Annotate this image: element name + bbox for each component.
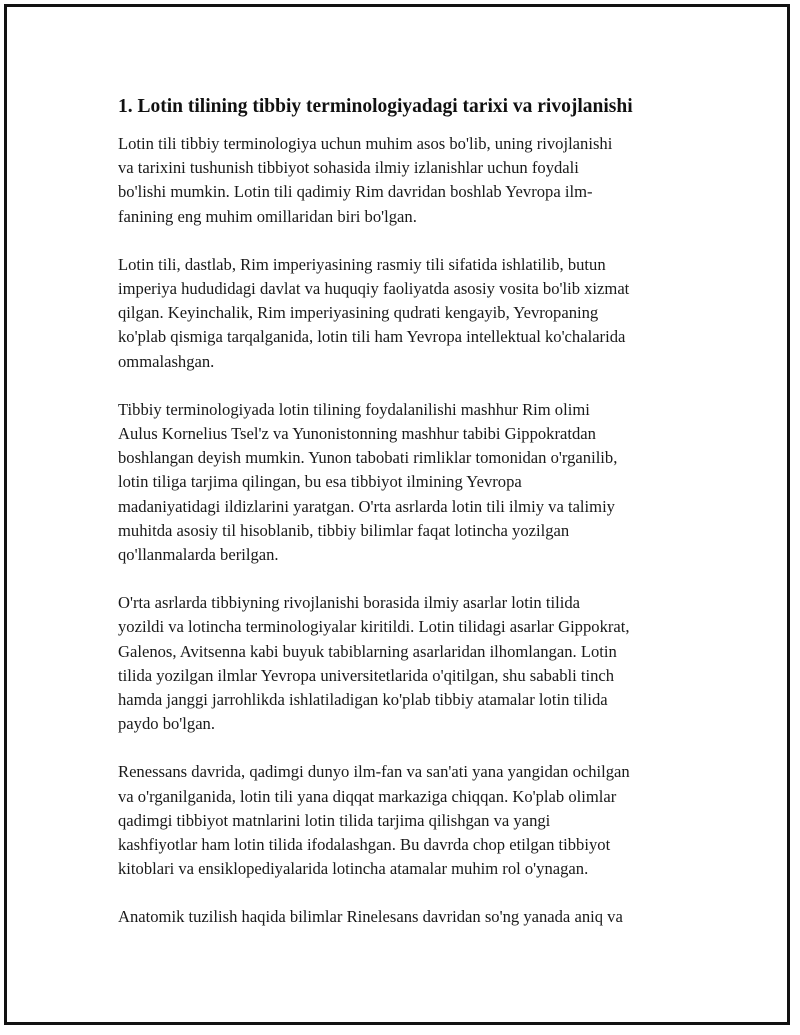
text-line: O'rta asrlarda tibbiyning rivojlanishi borasida ilmiy asarlar lotin tilida [118, 593, 580, 613]
text-line: Galenos, Avitsenna kabi buyuk tabiblarning asarlaridan ilhomlangan. Lotin [118, 641, 617, 661]
text-line: ko'plab qismiga tarqalganida, lotin tili ham Yevropa intellektual ko'chalarida [118, 327, 626, 347]
text-line: Lotin tili tibbiy terminologiya uchun muhim asos bo'lib, uning rivojlanishi [118, 134, 613, 153]
text-line: Lotin tili, dastlab, Rim imperiyasining rasmiy tili sifatida ishlatilib, butun [118, 254, 606, 274]
text-line: boshlangan deyish mumkin. Yunon tabobati rimliklar tomonidan o'rganilib, [118, 448, 618, 468]
text-line: Tibbiy terminologiyada lotin tilining foydalanilishi mashhur Rim olimi [118, 399, 590, 419]
text-line: kashfiyotlar ham lotin tilida ifodalashgan. Bu davrda chop etilgan tibbiyot [118, 835, 611, 855]
text-line: kitoblari va ensiklopediyalarida lotincha atamalar muhim rol o'ynagan. [118, 859, 589, 879]
paragraph-6 [118, 905, 698, 929]
text-line: Aulus Kornelius Tsel'z va Yunonistonning mashhur tabibi Gippokratdan [118, 424, 596, 444]
paragraph-4 [118, 591, 698, 736]
paragraph-3 [118, 398, 698, 567]
text-line: hamda janggi jarrohlikda ishlatiladigan ko'plab tibbiy atamalar lotin tilida [118, 690, 608, 710]
text-line: va o'rganilganida, lotin tili yana diqqat markaziga chiqqan. Ko'plab olimlar [118, 786, 617, 806]
text-line: yozildi va lotincha terminologiyalar kiritildi. Lotin tilidagi asarlar Gippokrat, [118, 617, 630, 637]
text-line: paydo bo'lgan. [118, 714, 216, 734]
text-line: qilgan. Keyinchalik, Rim imperiyasining qudrati kengayib, Yevropaning [118, 303, 599, 323]
text-line: Renessans davrida, qadimgi dunyo ilm-fan va san'ati yana yangidan ochilgan [118, 762, 630, 782]
paragraph-5 [118, 760, 698, 881]
paragraph-2 [118, 253, 698, 374]
text-line: bo'lishi mumkin. Lotin tili qadimiy Rim davridan boshlab Yevropa ilm- [118, 182, 593, 202]
text-line: qo'llanmalarda berilgan. [118, 545, 279, 565]
paragraph-1 [118, 132, 698, 229]
section-heading: 1. Lotin tilining tibbiy terminologiyadagi tarixi va rivojlanishi [118, 96, 633, 117]
text-line: muhitda asosiy til hisoblanib, tibbiy bilimlar faqat lotincha yozilgan [118, 520, 570, 540]
text-line: tilida yozilgan ilmlar Yevropa universitetlarida o'qitilgan, shu sababli tinch [118, 665, 615, 685]
text-line: va tarixini tushunish tibbiyot sohasida ilmiy izlanishlar uchun foydali [118, 158, 579, 178]
document-body [118, 94, 698, 954]
text-line: imperiya hududidagi davlat va huquqiy faoliyatda asosiy vosita bo'lib xizmat [118, 279, 630, 299]
text-line: qadimgi tibbiyot matnlarini lotin tilida tarjima qilishgan va yangi [118, 810, 551, 830]
text-line: Anatomik tuzilish haqida bilimlar Rinelesans davridan so'ng yanada aniq va [118, 907, 623, 927]
text-line: lotin tiliga tarjima qilingan, bu esa tibbiyot ilmining Yevropa [118, 472, 522, 492]
text-line: madaniyatidagi ildizlarini yaratgan. O'rta asrlarda lotin tili ilmiy va talimiy [118, 496, 615, 516]
text-line: fanining eng muhim omillaridan biri bo'lgan. [118, 206, 417, 226]
text-line: ommalashgan. [118, 351, 215, 371]
